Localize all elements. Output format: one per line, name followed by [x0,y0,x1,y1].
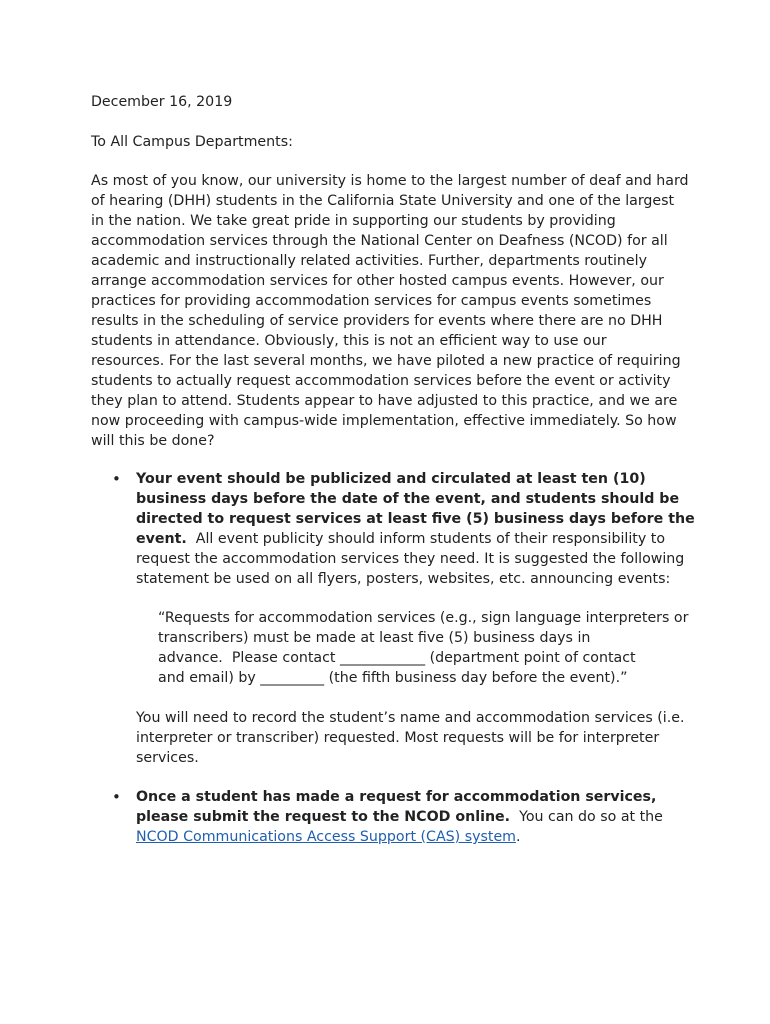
quote-line: transcribers) must be made at least five (5) business days in [158,630,591,646]
bullet-bold-fragment: event. [136,531,187,547]
paragraph-line: now proceeding with campus-wide implementation, effective immediately. So how [91,413,677,429]
note-line: You will need to record the student’s name and accommodation services (i.e. [136,710,685,726]
paragraph-line: arrange accommodation services for other hosted campus events. However, our [91,273,664,289]
bullet-normal-fragment: All event publicity should inform students of their responsibility to [186,531,666,547]
paragraph-line: students to actually request accommodation services before the event or activity [91,373,671,389]
suggested-statement-quote [158,608,698,688]
paragraph-line: of hearing (DHH) students in the California State University and one of the largest [91,193,675,209]
paragraph-line: results in the scheduling of service providers for events where there are no DHH [91,313,663,329]
paragraph-line: academic and instructionally related activities. Further, departments routinely [91,253,647,269]
paragraph-line: accommodation services through the National Center on Deafness (NCOD) for all [91,233,668,249]
bullet-mixed-line [136,807,696,827]
paragraph-line: students in attendance. Obviously, this is not an efficient way to use our [91,333,607,349]
paragraph-line: As most of you know, our university is home to the largest number of deaf and hard [91,173,689,189]
letter-date: December 16, 2019 [91,94,233,110]
paragraph-line: they plan to attend. Students appear to have adjusted to this practice, and we are [91,393,678,409]
bullet-marker: • [112,470,121,488]
paragraph-line: practices for providing accommodation services for campus events sometimes [91,293,652,309]
bullet-normal-line: request the accommodation services they need. It is suggested the following [136,551,685,567]
bullet-bold-line: directed to request services at least five (5) business days before the [136,511,695,527]
quote-line: and email) by _________ (the fifth business day before the event).” [158,670,628,686]
bullet-normal-fragment: You can do so at the [510,809,663,825]
record-note [136,708,696,768]
quote-line: “Requests for accommodation services (e.g., sign language interpreters or [158,610,689,626]
paragraph-line: in the nation. We take great pride in supporting our students by providing [91,213,616,229]
bullet-bold-line: business days before the date of the event, and students should be [136,491,680,507]
bullet-bold-line: Your event should be publicized and circulated at least ten (10) [136,471,646,487]
bullet-normal-line: statement be used on all flyers, posters, websites, etc. announcing events: [136,571,671,587]
quote-line: advance. Please contact ____________ (department point of contact [158,650,636,666]
paragraph-line: resources. For the last several months, we have piloted a new practice of requiring [91,353,681,369]
intro-paragraph [91,171,691,451]
bullet-bold-fragment: please submit the request to the NCOD online. [136,809,511,825]
note-line: services. [136,750,199,766]
bullet-item-publicize [112,469,696,589]
salutation: To All Campus Departments: [91,134,293,150]
link-trailing-period: . [516,829,521,845]
bullet-link-line [136,827,696,847]
bullet-marker: • [112,788,121,806]
ncod-cas-link[interactable]: NCOD Communications Access Support (CAS) system [136,829,517,845]
bullet-item-submit-request [112,787,696,847]
note-line: interpreter or transcriber) requested. Most requests will be for interpreter [136,730,660,746]
bullet-mixed-line [136,529,696,549]
bullet-bold-line: Once a student has made a request for accommodation services, [136,789,657,805]
paragraph-line: will this be done? [91,433,215,449]
